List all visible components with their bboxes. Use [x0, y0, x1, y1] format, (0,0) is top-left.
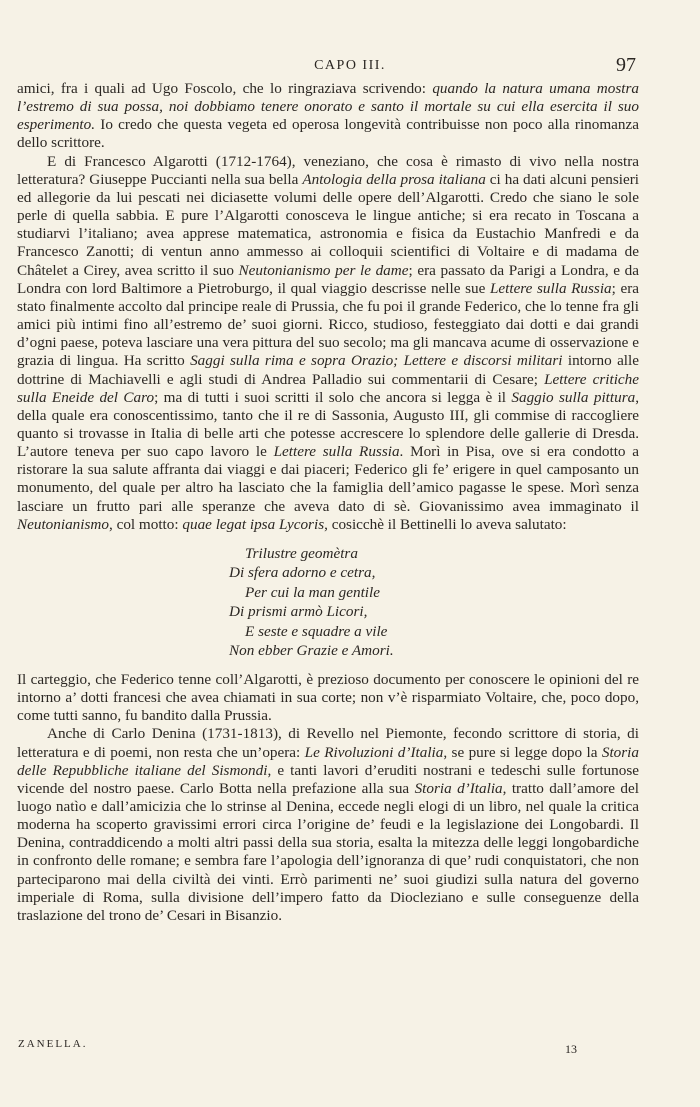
italic-text: quae legat ipsa Lycoris [182, 515, 325, 533]
verse-line: Non ebber Grazie e Amori. [229, 642, 394, 660]
italic-text: Lettere sulla Russia [273, 443, 400, 461]
italic-text: quando la natura umana mostra l’estremo di sua possa, noi dobbiamo tenere onorato e santo il mortale su cui ella esercita il suo esperimento. [17, 80, 640, 134]
text-segment: ; era passato da Parigi a Londra, e da Londra con lord Baltimore a Pietroburgo, il qual viaggio descrisse nelle sue [17, 261, 639, 297]
text-segment: Anche di Carlo Denina (1731-1813), di Revello nel Piemonte, fecondo scrittore di storia, di letteratura e di poemi, non resta che un’opera: [17, 725, 639, 761]
italic-text: Le Rivoluzioni d’Italia [304, 743, 444, 761]
text-segment: , cosicchè il Bettinelli lo aveva salutato: [324, 515, 567, 533]
text-segment: ; ma di tutti i suoi scritti il solo che ancora si legga è il [154, 388, 512, 406]
verse-line: E seste e squadre a vile [245, 622, 388, 640]
text-segment: , col motto: [108, 515, 183, 533]
text-segment: intorno alle dottrine di Machiavelli e agli studi di Andrea Palladio sui commentarii di Cesare; [17, 352, 639, 388]
body-text [17, 80, 639, 925]
italic-text: Neutonianismo per le dame [238, 261, 409, 279]
text-segment: amici, fra i quali ad Ugo Foscolo, che lo ringraziava scrivendo: [17, 80, 433, 97]
paragraphs-after-verse [17, 671, 639, 925]
italic-text: Antologia della prosa italiana [302, 170, 486, 188]
verse-line: Di prismi armò Licori, [229, 603, 368, 621]
italic-text: Lettere sulla Russia [489, 279, 612, 297]
text-segment: E di Francesco Algarotti (1712-1764), veneziano, che cosa è rimasto di vivo nella nostra letteratura? Giuseppe Puccianti nella sua bella [17, 152, 639, 188]
paragraphs-before-verse [17, 80, 639, 534]
text-segment: Io credo che questa vegeta ed operosa longevità contribuisse non poco alla rinomanza dello scrittore. [17, 116, 639, 152]
italic-text: Lettere critiche sulla Eneide del Caro [17, 370, 639, 406]
printer-signature: ZANELLA. [18, 1038, 88, 1050]
italic-text: Neutonianismo [17, 515, 109, 533]
page-header [0, 54, 700, 82]
running-title: CAPO III. [314, 58, 386, 73]
italic-text: Saggi sulla rima e sopra Orazio; Lettere e discorsi militari [190, 352, 563, 370]
italic-text: Saggio sulla pittura [511, 388, 636, 406]
text-segment: Il carteggio, che Federico tenne coll’Algarotti, è prezioso documento per conoscere le opinioni del re intorno a’ dotti francesi che avea chiamati in sua corte; non v’è risparmiato Voltaire, che, poco dopo, come tutti sanno, fu bandito dalla Prussia. [17, 670, 639, 725]
verse-line: Trilustre geomètra [245, 544, 358, 562]
page-number: 97 [616, 54, 636, 76]
text-segment: , tratto dall’amore del luogo natìo e dall’amicizia che lo strinse al Denina, eccede negli elogi di un libro, nel quale la critica moderna ha scoperto gravissimi errori circa l’origine de’ feudi e la legislazione dei Longobardi. Il Denina, contraddicendo a molti altri passi della sua storia, esalta la mitezza delle leggi longobardiche in confronto delle romane; e sembra fare l’apologia dell’ignoranza di que’ rudi conquistatori, che non parteciparono mai della civiltà dei vinti. Errò parimenti ne’ suoi giudizi sulla natura del governo imperiale di Roma, sulla divisione dell’impero fatto da Diocleziano e sulle conseguenze della traslazione del trono de’ Cesari in Bisanzio. [17, 779, 639, 924]
paragraph [17, 671, 639, 725]
paragraph [17, 725, 639, 925]
signature-mark: 13 [565, 1042, 577, 1056]
verse-quotation [229, 544, 639, 661]
verse-line: Per cui la man gentile [245, 583, 380, 601]
page-footer [0, 1038, 700, 1068]
paragraph [17, 153, 639, 534]
text-segment: , se pure si legge dopo la [443, 743, 602, 761]
text-segment: , della quale era conoscentissimo, tanto che il re di Sassonia, Augusto III, gli commise di raccogliere quanto si trovasse in Italia di belle arti che potesse accrescere lo splendore delle gallerie di Dresda. L’autore teneva per suo capo lavoro le [17, 388, 640, 461]
verse-line: Di sfera adorno e cetra, [229, 564, 376, 582]
text-segment: ci ha dati alcuni pensieri ed allegorie da lui pescati nei diciasette volumi delle opere dell’Algarotti. Credo che siano le sole perle di quella sabbia. E pure l’Algarotti conosceva le lingue antiche; si era recato in Toscana a studiarvi l’italiano; avea apprese matematica, astronomia e fisica da Eustachio Manfredi e da Francesco Zanotti; di ventun anno ammesso ai colloquii scientifici di Voltaire e di madama de Châtelet a Cirey, avea scritto il suo [17, 170, 639, 279]
italic-text: Storia d’Italia [414, 779, 503, 797]
text-segment: . Morì in Pisa, ove si era condotto a ristorare la sua salute affranta dai viaggi e dai piaceri; Federico gli fe’ erigere in quel camposanto un monumento, del quale per altro ha lasciato che la famiglia dell’amico pagasse le spese. Morì senza lasciare un frutto pari alle speranze che aveva dato di sè. Giovanissimo avea immaginato il [17, 443, 640, 515]
text-segment: , e tanti lavori d’eruditi nostrani e tedeschi sulle fortunose vicende del nostro paese. Carlo Botta nella prefazione alla sua [17, 761, 639, 797]
paragraph [17, 80, 639, 153]
text-segment: ; era stato finalmente accolto dal principe reale di Prussia, che fu poi il grande Federico, che lo tenne fra gli amici più intimi fino all’estremo de’ suoi giorni. Ricco, studioso, festeggiato dai dotti e dai grandi d’ogni paese, poteva lasciare una vera pittura del suo secolo; ma gli mancava acume di osservazione e grazia di lingua. Ha scritto [17, 279, 640, 370]
italic-text: Storia delle Repubbliche italiane del Sismondi [17, 743, 639, 779]
